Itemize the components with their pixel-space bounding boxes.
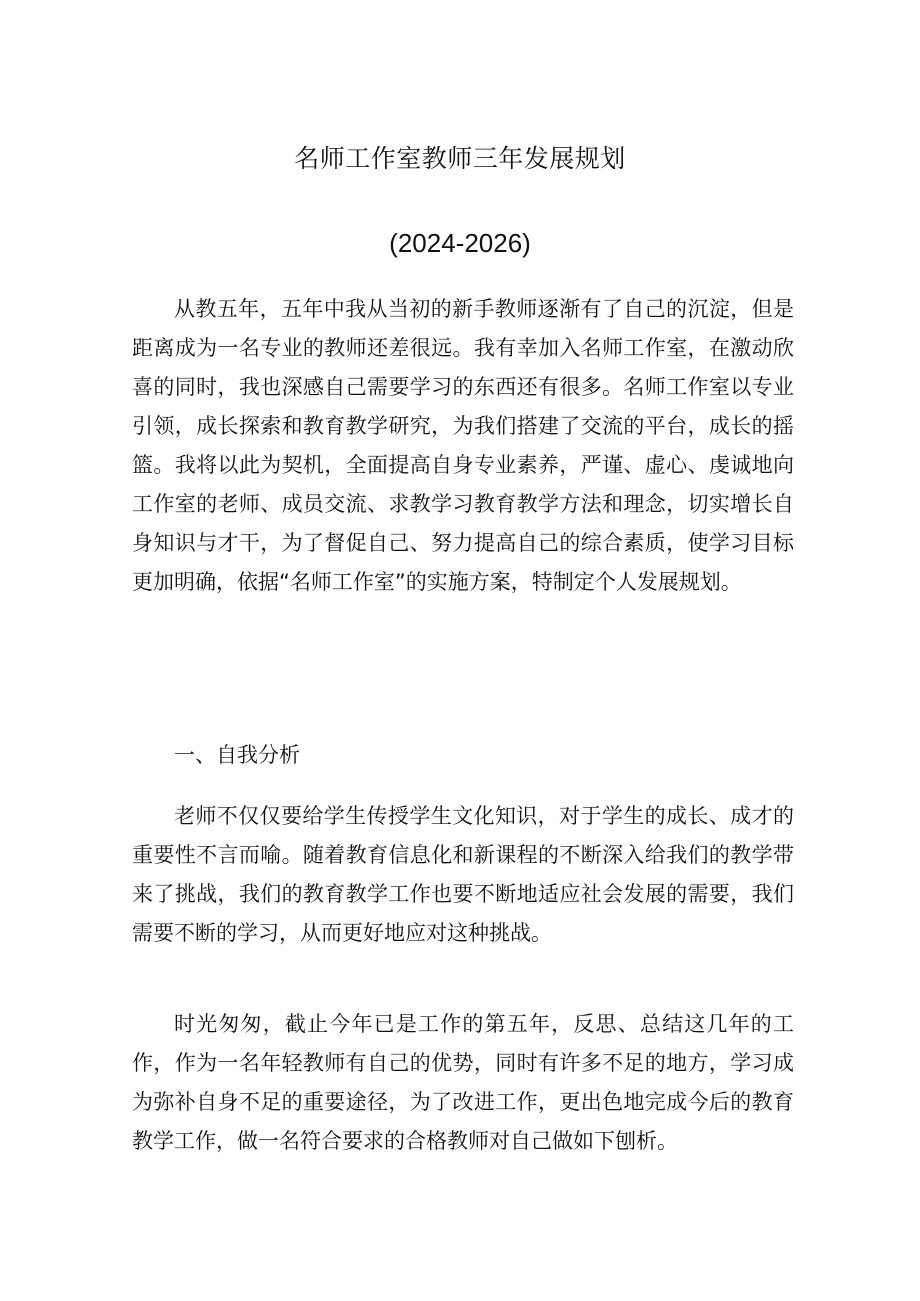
section-heading-self-analysis: 一、自我分析 xyxy=(174,743,300,767)
self-analysis-paragraph-2: 时光匆匆，截止今年已是工作的第五年，反思、总结这几年的工作，作为一名年轻教师有自己的优势，同时有许多不足的地方，学习成为弥补自身不足的重要途径，为了改进工作，更出色地完成今后的教育教学工作，做一名符合要求的合格教师对自己做如下刨析。 xyxy=(132,1012,794,1153)
document-title: 名师工作室教师三年发展规划 xyxy=(294,144,626,173)
self-analysis-paragraph-1: 老师不仅仅要给学生传授学生文化知识，对于学生的成长、成才的重要性不言而喻。随着教育信息化和新课程的不断深入给我们的教学带来了挑战，我们的教育教学工作也要不断地适应社会发展的需要，我们需要不断的学习，从而更好地应对这种挑战。 xyxy=(132,804,794,945)
document-subtitle-years: (2024-2026) xyxy=(389,228,531,258)
intro-paragraph: 从教五年，五年中我从当初的新手教师逐渐有了自己的沉淀，但是距离成为一名专业的教师还差很远。我有幸加入名师工作室，在激动欣喜的同时，我也深感自己需要学习的东西还有很多。名师工作室以专业引领，成长探索和教育教学研究，为我们搭建了交流的平台，成长的摇篮。我将以此为契机，全面提高自身专业素养，严谨、虚心、虔诚地向工作室的老师、成员交流、求教学习教育教学方法和理念，切实增长自身知识与才干，为了督促自己、努力提高自己的综合素质，使学习目标更加明确，依据“名师工作室”的实施方案，特制定个人发展规划。 xyxy=(132,297,794,594)
